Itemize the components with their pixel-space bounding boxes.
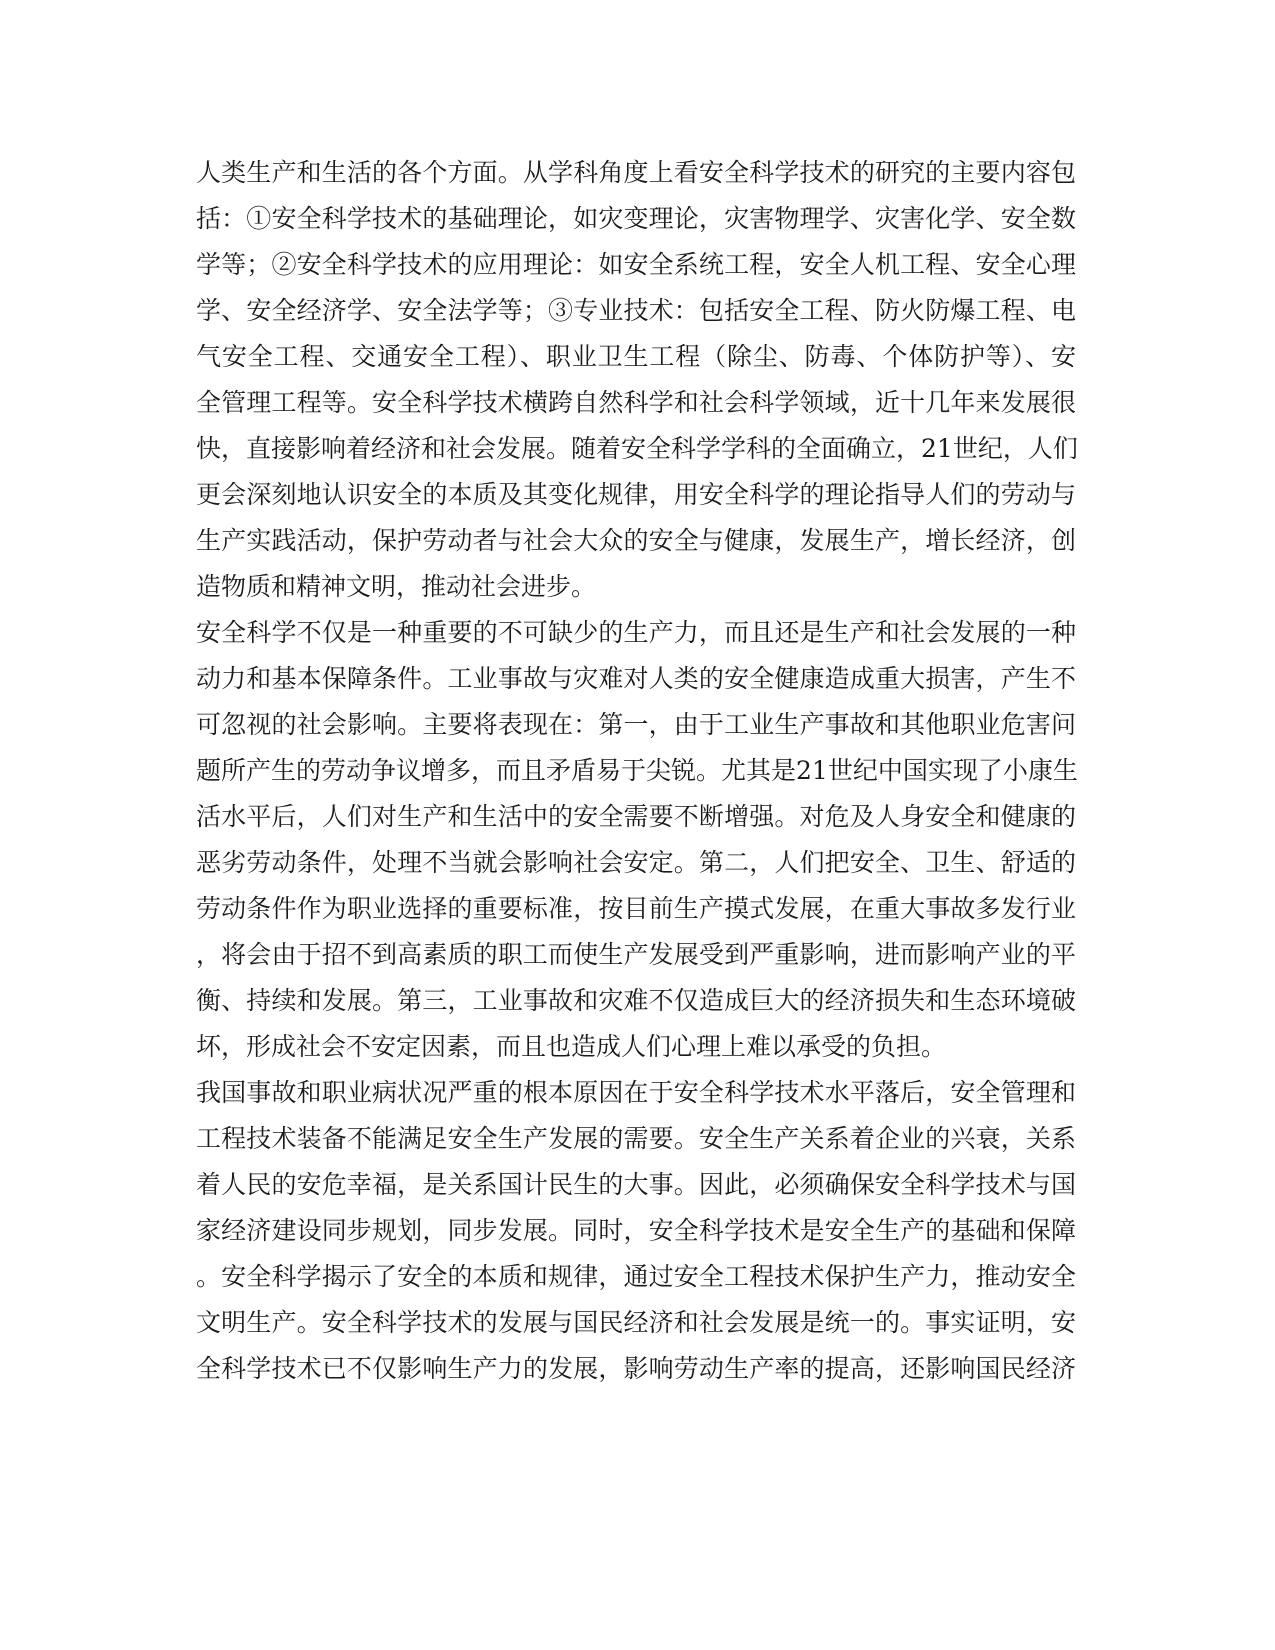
text-line: 文明生产。安全科学技术的发展与国民经济和社会发展是统一的。事实证明，安 xyxy=(196,1308,1076,1337)
text-line: 更会深刻地认识安全的本质及其变化规律，用安全科学的理论指导人们的劳动与 xyxy=(196,480,1076,509)
text-line: 括：①安全科学技术的基础理论，如灾变理论，灾害物理学、灾害化学、安全数 xyxy=(196,204,1076,233)
body-text xyxy=(196,150,1076,1392)
text-line: 活水平后，人们对生产和生活中的安全需要不断增强。对危及人身安全和健康的 xyxy=(196,802,1076,831)
paragraph-3 xyxy=(196,1070,1076,1392)
text-line: 我国事故和职业病状况严重的根本原因在于安全科学技术水平落后，安全管理和 xyxy=(196,1078,1076,1107)
text-line: ，将会由于招不到高素质的职工而使生产发展受到严重影响，进而影响产业的平 xyxy=(196,940,1076,969)
text-line: 全科学技术已不仅影响生产力的发展，影响劳动生产率的提高，还影响国民经济 xyxy=(196,1354,1076,1383)
text-line: 可忽视的社会影响。主要将表现在：第一，由于工业生产事故和其他职业危害问 xyxy=(196,710,1076,739)
text-line: 恶劣劳动条件，处理不当就会影响社会安定。第二，人们把安全、卫生、舒适的 xyxy=(196,848,1076,877)
text-line: 人类生产和生活的各个方面。从学科角度上看安全科学技术的研究的主要内容包 xyxy=(196,158,1076,187)
text-line: 衡、持续和发展。第三，工业事故和灾难不仅造成巨大的经济损失和生态环境破 xyxy=(196,986,1076,1015)
text-line: 着人民的安危幸福，是关系国计民生的大事。因此，必须确保安全科学技术与国 xyxy=(196,1170,1076,1199)
text-line: 气安全工程、交通安全工程）、职业卫生工程（除尘、防毒、个体防护等）、安 xyxy=(196,342,1076,371)
paragraph-2 xyxy=(196,610,1076,1070)
text-line: 劳动条件作为职业选择的重要标准，按目前生产摸式发展，在重大事故多发行业 xyxy=(196,894,1076,923)
paragraph-1 xyxy=(196,150,1076,610)
text-line: 题所产生的劳动争议增多，而且矛盾易于尖锐。尤其是21世纪中国实现了小康生 xyxy=(196,756,1078,785)
text-line: 全管理工程等。安全科学技术横跨自然科学和社会科学领域，近十几年来发展很 xyxy=(196,388,1076,417)
text-line: 造物质和精神文明，推动社会进步。 xyxy=(196,572,597,601)
text-line: 生产实践活动，保护劳动者与社会大众的安全与健康，发展生产，增长经济，创 xyxy=(196,526,1076,555)
text-line: 学、安全经济学、安全法学等；③专业技术：包括安全工程、防火防爆工程、电 xyxy=(196,296,1076,325)
text-line: 家经济建设同步规划，同步发展。同时，安全科学技术是安全生产的基础和保障 xyxy=(196,1216,1076,1245)
text-line: 。安全科学揭示了安全的本质和规律，通过安全工程技术保护生产力，推动安全 xyxy=(196,1262,1076,1291)
text-line: 坏，形成社会不安定因素，而且也造成人们心理上难以承受的负担。 xyxy=(196,1032,947,1061)
text-line: 动力和基本保障条件。工业事故与灾难对人类的安全健康造成重大损害，产生不 xyxy=(196,664,1076,693)
text-line: 安全科学不仅是一种重要的不可缺少的生产力，而且还是生产和社会发展的一种 xyxy=(196,618,1076,647)
text-line: 学等；②安全科学技术的应用理论：如安全系统工程，安全人机工程、安全心理 xyxy=(196,250,1076,279)
text-line: 工程技术装备不能满足安全生产发展的需要。安全生产关系着企业的兴衰，关系 xyxy=(196,1124,1076,1153)
text-line: 快，直接影响着经济和社会发展。随着安全科学学科的全面确立，21世纪，人们 xyxy=(196,434,1078,463)
